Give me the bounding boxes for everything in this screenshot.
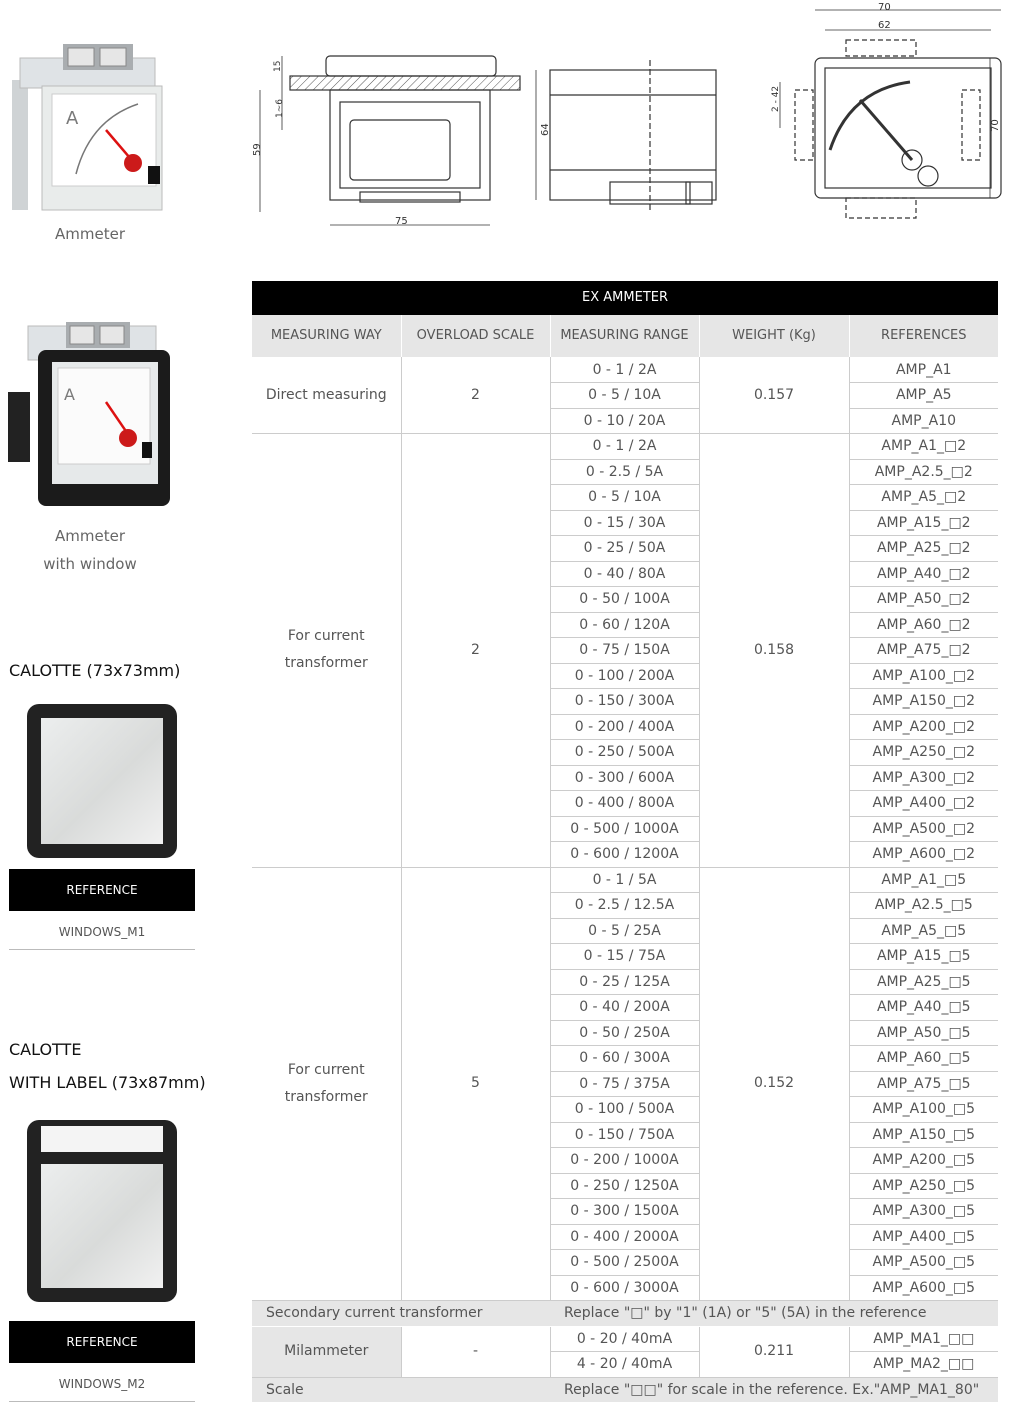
milammeter-weight-cell: 0.211	[699, 1326, 849, 1377]
measuring-range-cell: 0 - 75 / 150A	[550, 638, 699, 664]
reference-cell: AMP_A75_□2	[849, 638, 998, 664]
reference-cell: AMP_A100_□5	[849, 1097, 998, 1123]
reference-cell: AMP_A5_□5	[849, 918, 998, 944]
scale-note: Replace "□□" for scale in the reference. Ex."AMP_MA1_80"	[550, 1377, 998, 1403]
measuring-range-cell: 0 - 15 / 30A	[550, 510, 699, 536]
weight-cell: 0.158	[699, 434, 849, 868]
reference-cell: AMP_A1	[849, 357, 998, 383]
table-row	[252, 357, 998, 383]
measuring-range-cell: 0 - 600 / 3000A	[550, 1275, 699, 1301]
measuring-range-cell: 0 - 150 / 300A	[550, 689, 699, 715]
dim-2-42: 2 - 42	[771, 85, 781, 112]
measuring-range-cell: 0 - 1 / 5A	[550, 867, 699, 893]
reference-cell: AMP_A75_□5	[849, 1071, 998, 1097]
reference-cell: AMP_A500_□5	[849, 1250, 998, 1276]
reference-cell: AMP_A300_□5	[849, 1199, 998, 1225]
dim-64: 64	[540, 123, 551, 136]
measuring-way-cell: Direct measuring	[252, 357, 401, 434]
svg-text:A: A	[66, 108, 79, 129]
reference-cell: AMP_A5	[849, 383, 998, 409]
measuring-range-cell: 0 - 60 / 300A	[550, 1046, 699, 1072]
reference-cell: AMP_A2.5_□5	[849, 893, 998, 919]
measuring-range-cell: 0 - 50 / 250A	[550, 1020, 699, 1046]
ex-ammeter-table	[252, 281, 998, 1403]
reference-cell: AMP_A1_□2	[849, 434, 998, 460]
table-row	[252, 434, 998, 460]
dim-15: 15	[273, 60, 283, 72]
secondary-note: Replace "□" by "1" (1A) or "5" (5A) in the reference	[550, 1301, 998, 1327]
header-references: REFERENCES	[849, 315, 998, 357]
calotte-2-title-line-1: CALOTTE	[9, 1040, 82, 1059]
dim-70-top: 70	[878, 2, 891, 13]
reference-cell: AMP_A15_□2	[849, 510, 998, 536]
overload-scale-cell: 5	[401, 867, 550, 1301]
measuring-range-cell: 0 - 2.5 / 12.5A	[550, 893, 699, 919]
dimension-drawing	[250, 0, 1005, 240]
measuring-range-cell: 0 - 75 / 375A	[550, 1071, 699, 1097]
reference-cell: AMP_A2.5_□2	[849, 459, 998, 485]
reference-cell: AMP_A25_□2	[849, 536, 998, 562]
reference-cell: AMP_A500_□2	[849, 816, 998, 842]
reference-cell: AMP_A10	[849, 408, 998, 434]
header-weight: WEIGHT (Kg)	[699, 315, 849, 357]
reference-cell: AMP_A300_□2	[849, 765, 998, 791]
reference-cell: AMP_A400_□5	[849, 1224, 998, 1250]
reference-cell: AMP_A200_□5	[849, 1148, 998, 1174]
measuring-range-cell: 0 - 150 / 750A	[550, 1122, 699, 1148]
measuring-range-cell: 0 - 50 / 100A	[550, 587, 699, 613]
measuring-range-cell: 0 - 5 / 10A	[550, 485, 699, 511]
reference-cell: AMP_A100_□2	[849, 663, 998, 689]
calotte-1-reference-value: WINDOWS_M1	[9, 925, 195, 950]
calotte-2-title-line-2: WITH LABEL (73x87mm)	[9, 1073, 206, 1092]
ammeter-photo	[8, 40, 168, 215]
dim-62: 62	[878, 20, 891, 31]
measuring-range-cell: 0 - 250 / 1250A	[550, 1173, 699, 1199]
measuring-range-cell: 0 - 25 / 125A	[550, 969, 699, 995]
header-measuring-range: MEASURING RANGE	[550, 315, 699, 357]
reference-cell: AMP_A15_□5	[849, 944, 998, 970]
reference-cell: AMP_A200_□2	[849, 714, 998, 740]
milammeter-range-cell: 0 - 20 / 40mA	[550, 1326, 699, 1352]
measuring-range-cell: 0 - 300 / 1500A	[550, 1199, 699, 1225]
header-overload-scale: OVERLOAD SCALE	[401, 315, 550, 357]
reference-cell: AMP_A40_□5	[849, 995, 998, 1021]
measuring-range-cell: 0 - 250 / 500A	[550, 740, 699, 766]
table-row	[252, 867, 998, 893]
measuring-range-cell: 0 - 10 / 20A	[550, 408, 699, 434]
side-view-drawing	[290, 56, 520, 202]
milammeter-way-cell: Milammeter	[252, 1326, 401, 1377]
reference-cell: AMP_A400_□2	[849, 791, 998, 817]
ammeter-with-window-caption-2: with window	[43, 555, 137, 573]
svg-text:A: A	[64, 385, 75, 404]
measuring-range-cell: 0 - 500 / 2500A	[550, 1250, 699, 1276]
table-body	[252, 357, 998, 1403]
measuring-range-cell: 0 - 1 / 2A	[550, 357, 699, 383]
table-title: EX AMMETER	[252, 281, 998, 315]
measuring-range-cell: 0 - 400 / 800A	[550, 791, 699, 817]
measuring-range-cell: 0 - 40 / 80A	[550, 561, 699, 587]
reference-cell: AMP_A150_□2	[849, 689, 998, 715]
dim-59: 59	[252, 143, 263, 156]
reference-cell: AMP_A600_□2	[849, 842, 998, 868]
reference-cell: AMP_A600_□5	[849, 1275, 998, 1301]
scale-label: Scale	[252, 1377, 550, 1403]
reference-cell: AMP_A1_□5	[849, 867, 998, 893]
secondary-label: Secondary current transformer	[252, 1301, 550, 1327]
scale-row	[252, 1377, 998, 1403]
measuring-range-cell: 0 - 100 / 200A	[550, 663, 699, 689]
reference-cell: AMP_A25_□5	[849, 969, 998, 995]
measuring-way-cell: For current transformer	[252, 434, 401, 868]
reference-cell: AMP_A250_□5	[849, 1173, 998, 1199]
milammeter-row	[252, 1326, 998, 1352]
measuring-range-cell: 0 - 600 / 1200A	[550, 842, 699, 868]
milammeter-overload-cell: -	[401, 1326, 550, 1377]
measuring-range-cell: 0 - 60 / 120A	[550, 612, 699, 638]
measuring-way-cell: For current transformer	[252, 867, 401, 1301]
secondary-transformer-row	[252, 1301, 998, 1327]
measuring-range-cell: 0 - 400 / 2000A	[550, 1224, 699, 1250]
measuring-range-cell: 0 - 200 / 1000A	[550, 1148, 699, 1174]
dim-1-6: 1~6	[275, 99, 285, 118]
calotte-2-reference-header: REFERENCE	[9, 1321, 195, 1363]
overload-scale-cell: 2	[401, 357, 550, 434]
measuring-range-cell: 0 - 40 / 200A	[550, 995, 699, 1021]
calotte-1-title: CALOTTE (73x73mm)	[9, 661, 181, 680]
overload-scale-cell: 2	[401, 434, 550, 868]
ammeter-caption: Ammeter	[55, 225, 125, 243]
measuring-range-cell: 0 - 15 / 75A	[550, 944, 699, 970]
ammeter-with-window-caption-1: Ammeter	[55, 527, 125, 545]
ammeter-with-window-photo	[8, 322, 173, 512]
measuring-range-cell: 0 - 300 / 600A	[550, 765, 699, 791]
reference-cell: AMP_A40_□2	[849, 561, 998, 587]
dim-75: 75	[395, 216, 408, 227]
milammeter-reference-cell: AMP_MA1_□□	[849, 1326, 998, 1352]
weight-cell: 0.157	[699, 357, 849, 434]
calotte-2-reference-value: WINDOWS_M2	[9, 1377, 195, 1402]
calotte-1-photo	[27, 704, 177, 858]
measuring-range-cell: 0 - 1 / 2A	[550, 434, 699, 460]
profile-view-drawing	[550, 60, 716, 210]
reference-cell: AMP_A5_□2	[849, 485, 998, 511]
dial-view-drawing	[795, 40, 1001, 218]
header-measuring-way: MEASURING WAY	[252, 315, 401, 357]
milammeter-reference-cell: AMP_MA2_□□	[849, 1352, 998, 1378]
reference-cell: AMP_A60_□5	[849, 1046, 998, 1072]
reference-cell: AMP_A150_□5	[849, 1122, 998, 1148]
milammeter-range-cell: 4 - 20 / 40mA	[550, 1352, 699, 1378]
measuring-range-cell: 0 - 5 / 10A	[550, 383, 699, 409]
measuring-range-cell: 0 - 500 / 1000A	[550, 816, 699, 842]
measuring-range-cell: 0 - 5 / 25A	[550, 918, 699, 944]
measuring-range-cell: 0 - 25 / 50A	[550, 536, 699, 562]
measuring-range-cell: 0 - 200 / 400A	[550, 714, 699, 740]
measuring-range-cell: 0 - 100 / 500A	[550, 1097, 699, 1123]
dim-70-side: 70	[990, 119, 1001, 132]
reference-cell: AMP_A60_□2	[849, 612, 998, 638]
weight-cell: 0.152	[699, 867, 849, 1301]
measuring-range-cell: 0 - 2.5 / 5A	[550, 459, 699, 485]
calotte-2-photo	[27, 1120, 177, 1302]
reference-cell: AMP_A50_□2	[849, 587, 998, 613]
calotte-1-reference-header: REFERENCE	[9, 869, 195, 911]
reference-cell: AMP_A50_□5	[849, 1020, 998, 1046]
reference-cell: AMP_A250_□2	[849, 740, 998, 766]
